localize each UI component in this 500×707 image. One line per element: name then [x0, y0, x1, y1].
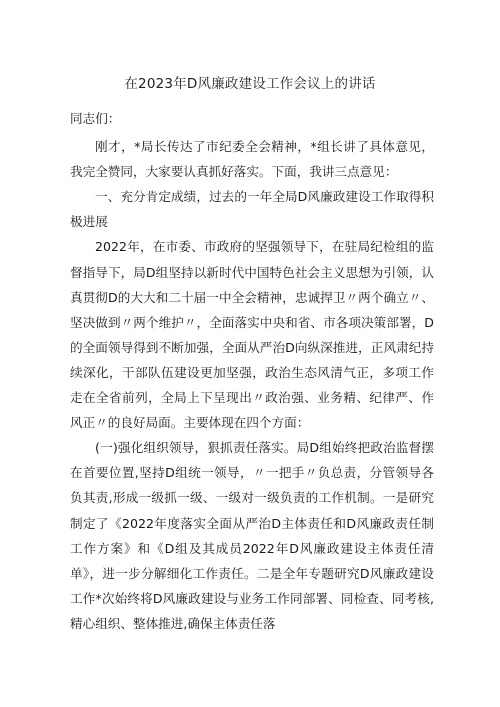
- paragraph-achievements: 2022年，在市委、市政府的坚强领导下，在驻局纪检组的监督指导下，局D组坚持以新时代中国特色社会主义思想为引领，认真贯彻D的大大和二十届一中全会精神，忠诚捍卫〃两个确立〃、坚决做到〃两个维护〃，全面落实中央和省、市各项决策部署，D的全面领导得到不断加强，全面从严治D向纵深推进，正风肃纪持续深化，干部队伍建设更加坚强，政治生态风清气正，多项工作走在全省前列，全局上下呈现出〃政治强、业务精、纪律严、作风正〃的良好局面。主要体现在四个方面：: [70, 239, 434, 431]
- section-heading-1: 一、充分肯定成绩，过去的一年全局D风廉政建设工作取得积极进展: [70, 189, 434, 230]
- paragraph-intro: 刚才，*局长传达了市纪委全会精神，*组长讲了具体意见，我完全赞同，大家要认真抓好落实。下面，我讲三点意见：: [70, 139, 434, 180]
- document-title: 在2023年D风廉政建设工作会议上的讲话: [124, 76, 376, 92]
- paragraph-organization-leadership: (一)强化组织领导，狠抓责任落实。局D组始终把政治监督摆在首要位置,坚持D组统一领导，〃一把手〃负总责，分管领导各负其责,形成一级抓一级、一级对一级负责的工作机制。一是研究制定了《2022年度落实全面从严治D主体责任和D风廉政责任制工作方案》和《D组及其成员2022年D风廉政建设主体责任清单》，进一步分解细化工作责任。二是全年专题研究D风廉政建设工作*次始终将D风廉政建设与业务工作同部署、同检查、同考核,精心组织、整体推进,确保主体责任落: [70, 440, 434, 631]
- document-body: [70, 106, 434, 636]
- salutation: 同志们：: [70, 111, 121, 126]
